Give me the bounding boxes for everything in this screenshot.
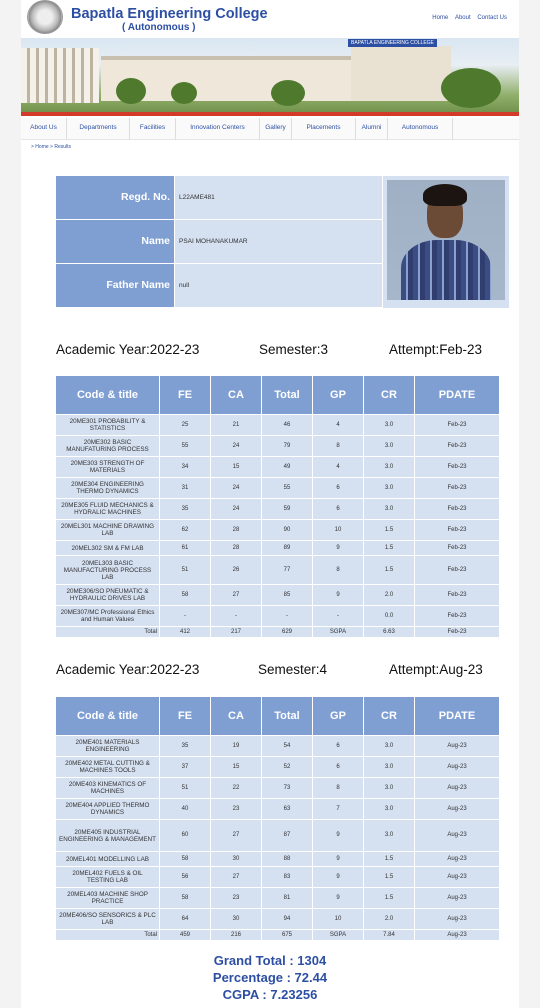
course-title-cell: 20MEL401 MODELLING LAB (56, 852, 159, 866)
table-cell: 1.5 (364, 888, 414, 908)
table-cell: Aug-23 (415, 736, 499, 756)
table-cell: 3.0 (364, 478, 414, 498)
nav-innovation-centers[interactable]: Innovation Centers (176, 118, 260, 140)
table-cell: Feb-23 (415, 499, 499, 519)
table-cell: 49 (262, 457, 312, 477)
table-cell: 55 (262, 478, 312, 498)
table-cell: 88 (262, 852, 312, 866)
nav-autonomous[interactable]: Autonomous (388, 118, 453, 140)
table-row (56, 799, 499, 819)
table-row (56, 909, 499, 929)
course-title-cell: 20ME404 APPLIED THERMO DYNAMICS (56, 799, 159, 819)
course-title-cell: 20ME406/SO SENSORICS & PLC LAB (56, 909, 159, 929)
nav-alumni[interactable]: Alumni (356, 118, 388, 140)
table-cell: 64 (160, 909, 210, 929)
total-row (56, 930, 499, 940)
table-cell: 9 (313, 867, 363, 887)
table-cell: 87 (262, 820, 312, 851)
table-row (56, 436, 499, 456)
table-cell: 2.0 (364, 585, 414, 605)
course-title-cell: 20ME301 PROBABILITY & STATISTICS (56, 415, 159, 435)
table-cell: 27 (211, 867, 261, 887)
table-cell: 28 (211, 520, 261, 540)
table-cell: 3.0 (364, 820, 414, 851)
table-cell: 24 (211, 478, 261, 498)
table-cell: 35 (160, 736, 210, 756)
table-cell: 6 (313, 736, 363, 756)
college-name: Bapatla Engineering College (71, 6, 268, 22)
total-cell: Aug-23 (415, 930, 499, 940)
column-header: PDATE (415, 376, 499, 414)
course-title-cell: 20ME405 INDUSTRIAL ENGINEERING & MANAGEMENT (56, 820, 159, 851)
table-cell: 3.0 (364, 415, 414, 435)
table-row (56, 778, 499, 798)
course-title-cell: 20ME303 STRENGTH OF MATERIALS (56, 457, 159, 477)
table-cell: Aug-23 (415, 799, 499, 819)
table-cell: 1.5 (364, 867, 414, 887)
table-row (56, 606, 499, 626)
total-cell: Total (56, 627, 159, 637)
top-link-contact[interactable]: Contact Us (477, 15, 507, 21)
name-label: Name (56, 220, 174, 263)
table-cell: 62 (160, 520, 210, 540)
table-cell: 1.5 (364, 541, 414, 555)
column-header: CR (364, 697, 414, 735)
table-cell: Feb-23 (415, 457, 499, 477)
course-title-cell: 20ME401 MATERIALS ENGINEERING (56, 736, 159, 756)
table-cell: 0.0 (364, 606, 414, 626)
table-cell: 23 (211, 799, 261, 819)
table-row (56, 585, 499, 605)
course-title-cell: 20MEL402 FUELS & OIL TESTING LAB (56, 867, 159, 887)
regd-value: L22AME481 (175, 176, 382, 219)
column-header: CA (211, 697, 261, 735)
table-cell: Aug-23 (415, 867, 499, 887)
table-cell: 6 (313, 478, 363, 498)
course-title-cell: 20ME304 ENGINEERING THERMO DYNAMICS (56, 478, 159, 498)
table-cell: 15 (211, 457, 261, 477)
nav-about-us[interactable]: About Us (21, 118, 67, 140)
top-link-home[interactable]: Home (432, 15, 449, 21)
table-cell: 25 (160, 415, 210, 435)
academic-year: Academic Year:2022-23 (56, 342, 200, 357)
banner-label: BAPATLA ENGINEERING COLLEGE (348, 39, 437, 47)
father-value: null (175, 264, 382, 307)
table-cell: - (262, 606, 312, 626)
table-cell: 8 (313, 556, 363, 584)
table-cell: 3.0 (364, 799, 414, 819)
course-title-cell: 20ME402 METAL CUTTING & MACHINES TOOLS (56, 757, 159, 777)
course-title-cell: 20ME307/MC Professional Ethics and Human Values (56, 606, 159, 626)
cgpa: CGPA : 7.23256 (222, 987, 318, 1002)
percentage: Percentage : 72.44 (212, 970, 328, 985)
campus-banner-image (21, 38, 519, 115)
table-row (56, 852, 499, 866)
table-cell: 1.5 (364, 852, 414, 866)
table-cell: Aug-23 (415, 909, 499, 929)
table-cell: 9 (313, 541, 363, 555)
column-header: GP (313, 376, 363, 414)
table-cell: Feb-23 (415, 585, 499, 605)
column-header: Total (262, 697, 312, 735)
table-cell: Feb-23 (415, 556, 499, 584)
table-cell: 3.0 (364, 457, 414, 477)
table-cell: 3.0 (364, 778, 414, 798)
banner-accent-bar (21, 112, 519, 116)
table-cell: 23 (211, 888, 261, 908)
table-cell: 30 (211, 909, 261, 929)
total-cell: 675 (262, 930, 312, 940)
table-cell: 26 (211, 556, 261, 584)
table-cell: 79 (262, 436, 312, 456)
column-header: CA (211, 376, 261, 414)
table-cell: 59 (262, 499, 312, 519)
table-cell: 3.0 (364, 757, 414, 777)
table-cell: 30 (211, 852, 261, 866)
grand-total: Grand Total : 1304 (213, 953, 327, 968)
column-header: FE (160, 376, 210, 414)
table-row (56, 867, 499, 887)
table-row (56, 499, 499, 519)
table-row (56, 556, 499, 584)
total-cell: 216 (211, 930, 261, 940)
table-cell: 27 (211, 585, 261, 605)
table-cell: 55 (160, 436, 210, 456)
father-label: Father Name (56, 264, 174, 307)
total-cell: 459 (160, 930, 210, 940)
table-cell: - (160, 606, 210, 626)
table-cell: 73 (262, 778, 312, 798)
table-header-row (56, 697, 499, 735)
academic-year: Academic Year:2022-23 (56, 662, 200, 677)
total-cell: SGPA (313, 627, 363, 637)
course-title-cell: 20ME306/SO PNEUMATIC & HYDRAULIC DRIVES LAB (56, 585, 159, 605)
table-cell: 4 (313, 415, 363, 435)
table-cell: 34 (160, 457, 210, 477)
page (21, 0, 519, 1008)
total-cell: 412 (160, 627, 210, 637)
semester-3-results-table (55, 375, 500, 638)
table-cell: 31 (160, 478, 210, 498)
column-header: Total (262, 376, 312, 414)
site-header (21, 0, 519, 38)
table-row (56, 541, 499, 555)
table-cell: Aug-23 (415, 757, 499, 777)
table-cell: 9 (313, 852, 363, 866)
column-header: FE (160, 697, 210, 735)
total-cell: Feb-23 (415, 627, 499, 637)
table-cell: 15 (211, 757, 261, 777)
table-cell: 52 (262, 757, 312, 777)
table-cell: 58 (160, 585, 210, 605)
total-cell: 6.63 (364, 627, 414, 637)
total-cell: SGPA (313, 930, 363, 940)
nav-placements[interactable]: Placements (292, 118, 356, 140)
table-cell: 8 (313, 778, 363, 798)
table-cell: Aug-23 (415, 820, 499, 851)
table-cell: 7 (313, 799, 363, 819)
table-cell: 4 (313, 457, 363, 477)
breadcrumb[interactable]: > Home > Results (31, 144, 72, 150)
top-links (427, 15, 507, 21)
table-cell: 8 (313, 436, 363, 456)
table-cell: 3.0 (364, 736, 414, 756)
table-cell: 10 (313, 909, 363, 929)
table-cell: 60 (160, 820, 210, 851)
table-cell: 6 (313, 757, 363, 777)
table-cell: 27 (211, 820, 261, 851)
table-cell: 77 (262, 556, 312, 584)
table-cell: Feb-23 (415, 541, 499, 555)
course-title-cell: 20ME305 FLUID MECHANICS & HYDRALIC MACHINES (56, 499, 159, 519)
table-cell: 81 (262, 888, 312, 908)
table-cell: Feb-23 (415, 436, 499, 456)
table-row (56, 457, 499, 477)
course-title-cell: 20ME302 BASIC MANUFATURING PROCESS (56, 436, 159, 456)
table-cell: 24 (211, 436, 261, 456)
table-row (56, 415, 499, 435)
table-cell: 58 (160, 888, 210, 908)
table-row (56, 820, 499, 851)
name-value: PSAI MOHANAKUMAR (175, 220, 382, 263)
course-title-cell: 20ME403 KINEMATICS OF MACHINES (56, 778, 159, 798)
top-link-about[interactable]: About (454, 15, 471, 21)
table-row (56, 757, 499, 777)
semester-label: Semester:4 (258, 662, 328, 677)
table-cell: 1.5 (364, 556, 414, 584)
course-title-cell: 20MEL301 MACHINE DRAWING LAB (56, 520, 159, 540)
table-cell: 28 (211, 541, 261, 555)
table-cell: 83 (262, 867, 312, 887)
table-row (56, 888, 499, 908)
total-cell: Total (56, 930, 159, 940)
total-cell: 629 (262, 627, 312, 637)
table-row (56, 520, 499, 540)
table-cell: Feb-23 (415, 478, 499, 498)
table-cell: 22 (211, 778, 261, 798)
table-cell: 94 (262, 909, 312, 929)
table-cell: Feb-23 (415, 520, 499, 540)
total-cell: 7.84 (364, 930, 414, 940)
table-cell: 9 (313, 585, 363, 605)
table-cell: 9 (313, 820, 363, 851)
table-cell: 19 (211, 736, 261, 756)
table-cell: Aug-23 (415, 852, 499, 866)
regd-label: Regd. No. (56, 176, 174, 219)
table-cell: 2.0 (364, 909, 414, 929)
column-header: CR (364, 376, 414, 414)
table-cell: Feb-23 (415, 606, 499, 626)
table-cell: 10 (313, 520, 363, 540)
college-subtitle: ( Autonomous ) (122, 22, 196, 33)
semester-label: Semester:3 (259, 342, 329, 357)
table-header-row (56, 376, 499, 414)
semester-4-results-table (55, 696, 500, 941)
course-title-cell: 20MEL403 MACHINE SHOP PRACTICE (56, 888, 159, 908)
table-cell: 40 (160, 799, 210, 819)
table-cell: 51 (160, 778, 210, 798)
table-cell: 9 (313, 888, 363, 908)
column-header: Code & title (56, 697, 159, 735)
table-cell: Aug-23 (415, 888, 499, 908)
table-cell: 85 (262, 585, 312, 605)
table-cell: - (211, 606, 261, 626)
course-title-cell: 20MEL303 BASIC MANUFACTURING PROCESS LAB (56, 556, 159, 584)
attempt-label: Attempt:Aug-23 (389, 662, 483, 677)
table-cell: 61 (160, 541, 210, 555)
table-cell: 58 (160, 852, 210, 866)
table-cell: 54 (262, 736, 312, 756)
table-cell: - (313, 606, 363, 626)
total-row (56, 627, 499, 637)
table-cell: 90 (262, 520, 312, 540)
student-profile (56, 176, 496, 310)
table-row (56, 478, 499, 498)
table-cell: 51 (160, 556, 210, 584)
table-cell: 63 (262, 799, 312, 819)
table-cell: 3.0 (364, 499, 414, 519)
college-logo[interactable] (27, 0, 63, 34)
course-title-cell: 20MEL302 SM & FM LAB (56, 541, 159, 555)
table-cell: 46 (262, 415, 312, 435)
nav-departments[interactable]: Departments (67, 118, 130, 140)
table-cell: 37 (160, 757, 210, 777)
student-photo (383, 176, 509, 308)
table-row (56, 736, 499, 756)
table-cell: 56 (160, 867, 210, 887)
nav-gallery[interactable]: Gallery (260, 118, 292, 140)
table-cell: 21 (211, 415, 261, 435)
column-header: Code & title (56, 376, 159, 414)
table-cell: 6 (313, 499, 363, 519)
column-header: GP (313, 697, 363, 735)
nav-facilities[interactable]: Facilities (130, 118, 176, 140)
table-cell: 89 (262, 541, 312, 555)
table-cell: Aug-23 (415, 778, 499, 798)
main-nav (21, 118, 519, 140)
total-cell: 217 (211, 627, 261, 637)
attempt-label: Attempt:Feb-23 (389, 342, 483, 357)
table-cell: 24 (211, 499, 261, 519)
column-header: PDATE (415, 697, 499, 735)
table-cell: Feb-23 (415, 415, 499, 435)
table-cell: 3.0 (364, 436, 414, 456)
table-cell: 35 (160, 499, 210, 519)
table-cell: 1.5 (364, 520, 414, 540)
